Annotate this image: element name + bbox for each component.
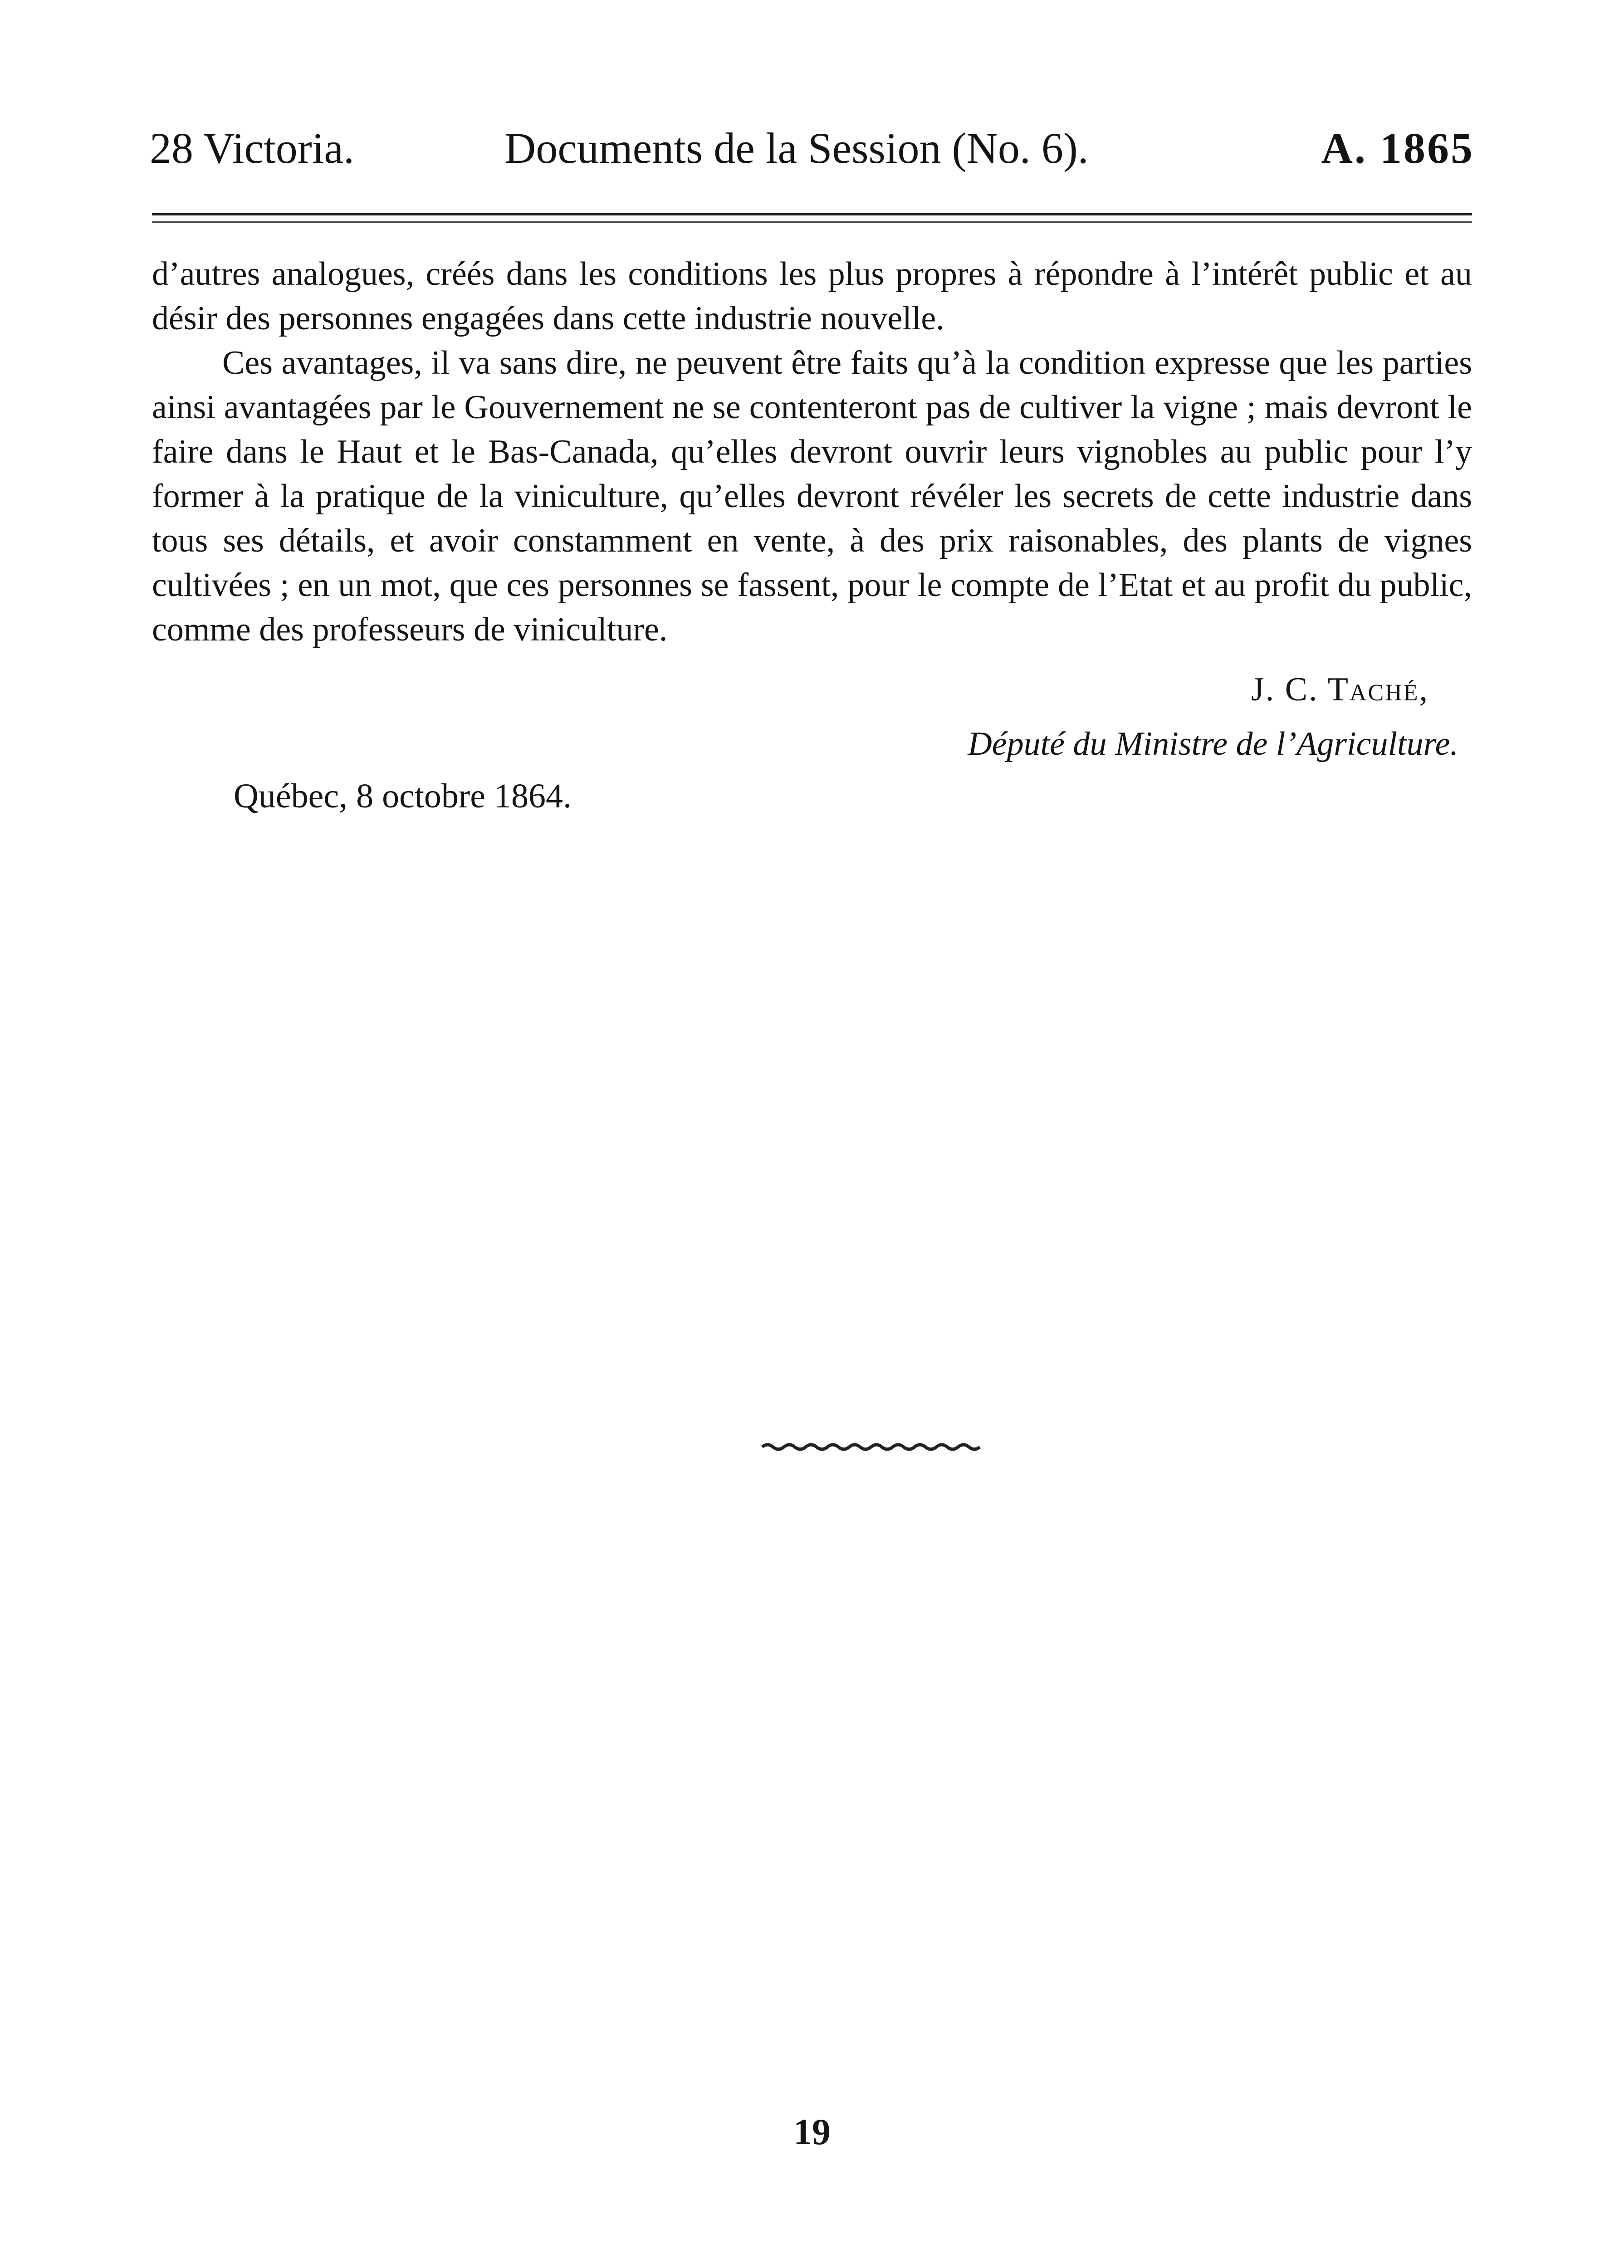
wavy-divider: [760, 1442, 982, 1452]
page-number: 19: [793, 2111, 831, 2152]
header-year: A. 1865: [1321, 124, 1474, 172]
header-title: Documents de la Session (No. 6).: [504, 124, 1089, 172]
signature-name: J. C. Taché,: [1251, 671, 1429, 708]
header-rule-thin: [152, 221, 1472, 223]
paragraph-1: d’autres analogues, créés dans les conditions les plus propres à répondre à l’intérêt public et au désir des personnes engagées dans cette industrie nouvelle.: [152, 255, 1472, 337]
signature-title: Député du Ministre de l’Agriculture.: [968, 725, 1458, 763]
place-date: Québec, 8 octobre 1864.: [234, 777, 572, 815]
header-left: 28 Victoria.: [150, 124, 355, 172]
paragraph-2: Ces avantages, il va sans dire, ne peuvent être faits qu’à la condition expresse que les parties ainsi avantagées par le Gouvernement ne se contenteront pas de cultiver la vigne ; mais devront le faire dans le Haut et le Bas-Canada, qu’elles devront ouvrir leurs vignobles au public pour l’y former à la pratique de la viniculture, qu’elles devront révéler les secrets de cette industrie dans tous ses détails, et avoir constamment en vente, à des prix raisonables, des plants de vignes cultivées ; en un mot, que ces personnes se fassent, pour le compte de l’Etat et au profit du public, comme des professeurs de viniculture.: [152, 344, 1472, 648]
body-text: [152, 252, 1472, 652]
header-rule-thick: [152, 213, 1472, 215]
